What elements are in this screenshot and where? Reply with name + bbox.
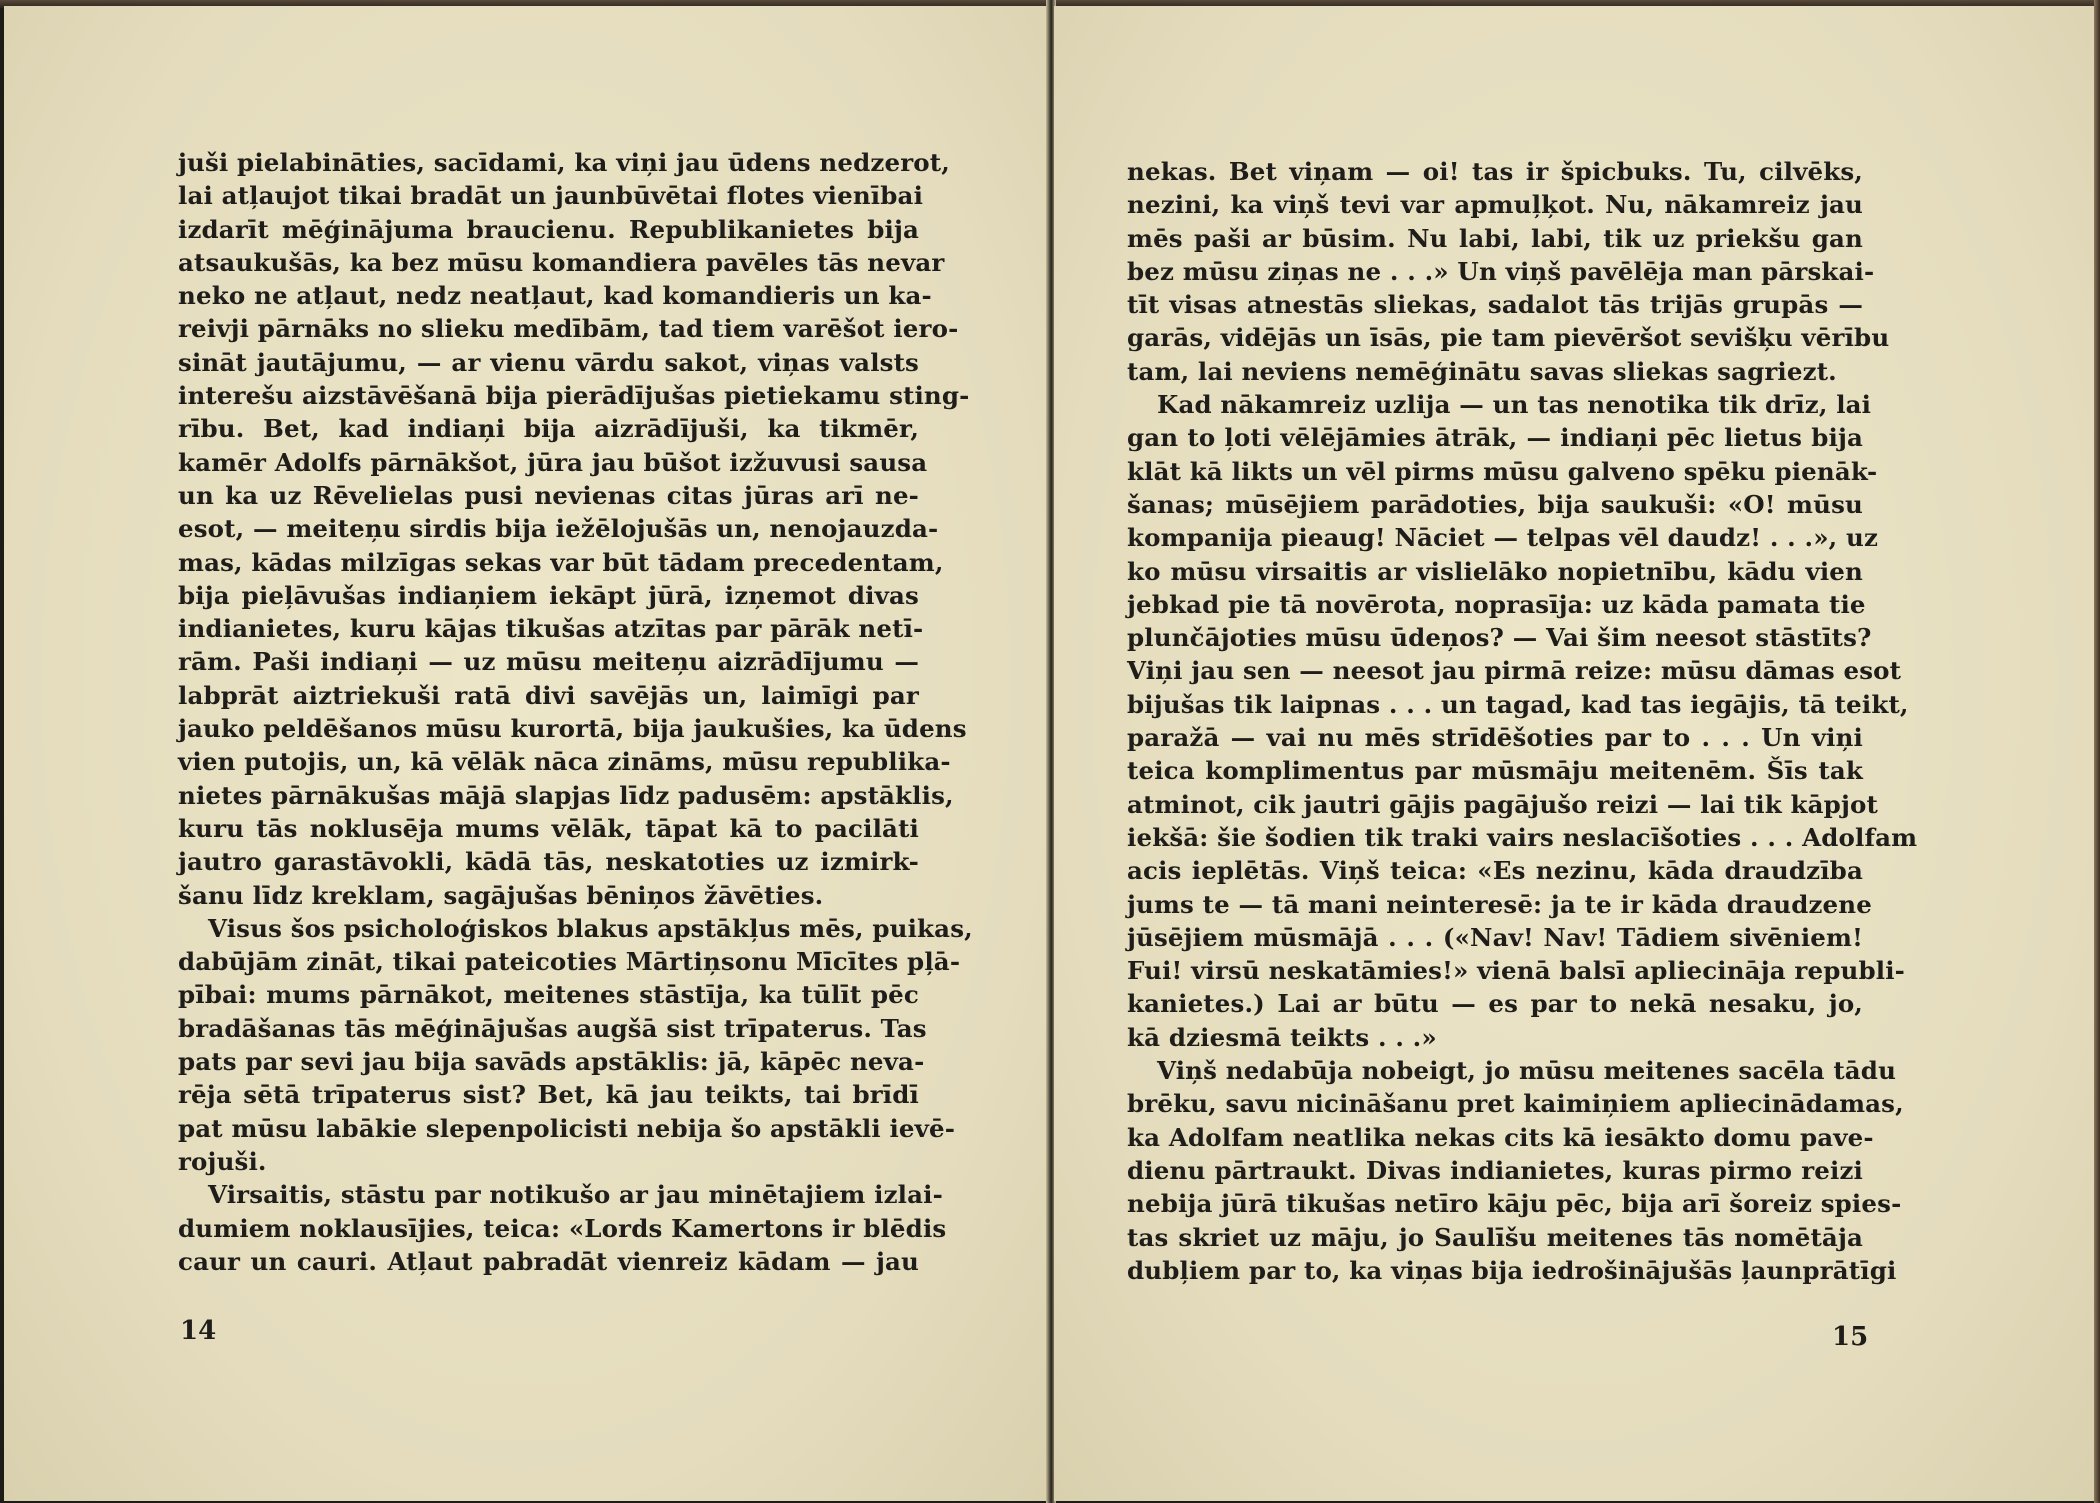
text-line: izdarīt mēģinājuma braucienu. Republikanietes bija: [178, 214, 919, 244]
text-line: Viņi jau sen — neesot jau pirmā reize: mūsu dāmas esot: [1127, 656, 1902, 686]
text-line: caur un cauri. Atļaut pabradāt vienreiz kādam — jau: [178, 1246, 919, 1276]
left-page-text: [178, 146, 973, 1278]
text-line: kanietes.) Lai ar būtu — es par to nekā nesaku, jo,: [1127, 989, 1863, 1019]
text-line: tam, lai neviens nemēģinātu savas sliekas sagriezt.: [1127, 356, 1837, 386]
text-line: rām. Paši indiaņi — uz mūsu meiteņu aizrādījumu —: [178, 647, 919, 677]
text-line: bijušas tik laipnas . . . un tagad, kad tas iegājis, tā teikt,: [1127, 689, 1909, 719]
text-line: garās, vidējās un īsās, pie tam pievēršot sevišķu vērību: [1127, 323, 1890, 353]
text-line: Viņš nedabūja nobeigt, jo mūsu meitenes sacēla tādu: [1157, 1056, 1897, 1086]
text-line: lai atļaujot tikai bradāt un jaunbūvētai flotes vienībai: [178, 181, 924, 211]
text-line: dabūjām zināt, tikai pateicoties Mārtiņsonu Mīcītes pļā-: [178, 947, 961, 977]
text-line: ka Adolfam neatlika nekas cits kā iesākto domu pave-: [1127, 1122, 1874, 1152]
text-line: gan to ļoti vēlējāmies ātrāk, — indiaņi pēc lietus bija: [1127, 423, 1863, 453]
text-line: jūsējiem mūsmājā . . . («Nav! Nav! Tādiem sivēniem!: [1127, 922, 1863, 952]
text-line: jautro garastāvokli, kādā tās, neskatoties uz izmirk-: [178, 847, 919, 877]
text-line: jebkad pie tā novērota, noprasīja: uz kāda pamata tie: [1127, 589, 1866, 619]
text-line: teica komplimentus par mūsmāju meitenēm. Šīs tak: [1127, 756, 1863, 786]
text-line: vien putojis, un, kā vēlāk nāca zināms, mūsu republika-: [178, 747, 951, 777]
text-line: labprāt aiztriekuši ratā divi savējās un, laimīgi par: [178, 680, 919, 710]
text-line: dumiem noklausījies, teica: «Lords Kamertons ir blēdis: [178, 1213, 947, 1243]
text-line: kamēr Adolfs pārnākšot, jūra jau būšot izžuvusi sausa: [178, 447, 928, 477]
text-line: pats par sevi jau bija savāds apstāklis: jā, kāpēc neva-: [178, 1047, 925, 1077]
text-line: šanas; mūsējiem parādoties, bija saukuši: «O! mūsu: [1127, 489, 1863, 519]
right-page-number: 15: [1832, 1322, 1869, 1352]
left-page-number: 14: [180, 1316, 217, 1346]
text-line: atminot, cik jautri gājis pagājušo reizi — lai tik kāpjot: [1127, 789, 1878, 819]
text-line: jums te — tā mani neinteresē: ja te ir kāda draudzene: [1127, 889, 1872, 919]
text-line: nietes pārnākušas mājā slapjas līdz padusēm: apstāklis,: [178, 780, 954, 810]
text-line: mēs paši ar būsim. Nu labi, labi, tik uz priekšu gan: [1127, 223, 1863, 253]
text-line: juši pielabināties, sacīdami, ka viņi jau ūdens nedzerot,: [178, 148, 950, 177]
text-line: šanu līdz kreklam, sagājušas bēniņos žāvēties.: [178, 880, 824, 910]
text-line: pat mūsu labākie slepenpolicisti nebija šo apstākli ievē-: [178, 1113, 956, 1143]
text-line: indianietes, kuru kājas tikušas atzītas par pārāk netī-: [178, 614, 924, 644]
text-line: nekas. Bet viņam — oi! tas ir špicbuks. Tu, cilvēks,: [1127, 157, 1863, 186]
text-line: klāt kā likts un vēl pirms mūsu galveno spēku pienāk-: [1127, 456, 1878, 486]
text-line: Virsaitis, stāstu par notikušo ar jau minētajiem izlai-: [208, 1180, 943, 1210]
text-line: pībai: mums pārnākot, meitenes stāstīja, ka tūlīt pēc: [178, 980, 919, 1010]
text-line: esot, — meiteņu sirdis bija iežēlojušās un, nenojauzda-: [178, 514, 939, 544]
text-line: Fui! virsū neskatāmies!» vienā balsī apliecināja republi-: [1127, 956, 1905, 986]
text-line: kompanija pieaug! Nāciet — telpas vēl daudz! . . .», uz: [1127, 523, 1879, 553]
text-line: acis ieplētās. Viņš teica: «Es nezinu, kāda draudzība: [1127, 856, 1863, 886]
text-line: plunčājoties mūsu ūdeņos? — Vai šim neesot stāstīts?: [1127, 623, 1872, 653]
text-line: nezini, ka viņš tevi var apmuļķot. Nu, nākamreiz jau: [1127, 190, 1863, 220]
text-line: dienu pārtraukt. Divas indianietes, kuras pirmo reizi: [1127, 1155, 1863, 1185]
text-line: nebija jūrā tikušas netīro kāju pēc, bija arī šoreiz spies-: [1127, 1189, 1902, 1219]
text-line: rēja sētā trīpaterus sist? Bet, kā jau teikts, tai brīdī: [178, 1080, 919, 1110]
text-line: brēku, savu nicināšanu pret kaimiņiem apliecinādamas,: [1127, 1089, 1904, 1119]
text-line: un ka uz Rēvelielas pusi nevienas citas jūras arī ne-: [178, 480, 919, 510]
text-line: sināt jautājumu, — ar vienu vārdu sakot, viņas valsts: [178, 347, 919, 377]
text-line: iekšā: šie šodien tik traki vairs neslacīšoties . . . Adolfam: [1127, 822, 1918, 852]
text-line: bija pieļāvušas indiaņiem iekāpt jūrā, izņemot divas: [178, 580, 919, 610]
text-line: atsaukušās, ka bez mūsu komandiera pavēles tās nevar: [178, 247, 945, 277]
text-line: rību. Bet, kad indiaņi bija aizrādījuši, ka tikmēr,: [178, 414, 919, 444]
text-line: Kad nākamreiz uzlija — un tas nenotika tik drīz, lai: [1157, 390, 1872, 420]
text-line: jauko peldēšanos mūsu kurortā, bija jaukušies, ka ūdens: [178, 714, 967, 744]
text-line: kā dziesmā teikts . . .»: [1127, 1022, 1437, 1052]
text-line: tas skriet uz māju, jo Saulīšu meitenes tās nomētāja: [1127, 1222, 1863, 1252]
text-line: reivji pārnāks no slieku medībām, tad tiem varēšot iero-: [178, 314, 959, 344]
text-line: tīt visas atnestās sliekas, sadalot tās trijās grupās —: [1127, 290, 1863, 320]
text-line: dubļiem par to, ka viņas bija iedrošinājušās ļaunprātīgi: [1127, 1255, 1897, 1285]
book-right-edge: [2094, 0, 2100, 1503]
text-line: neko ne atļaut, nedz neatļaut, kad komandieris un ka-: [178, 281, 932, 311]
text-line: ko mūsu virsaitis ar vislielāko nopietnību, kādu vien: [1127, 556, 1863, 586]
text-line: mas, kādas milzīgas sekas var būt tādam precedentam,: [178, 547, 944, 577]
text-line: rojuši.: [178, 1146, 267, 1176]
text-line: Visus šos psicholoģiskos blakus apstākļus mēs, puikas,: [208, 913, 973, 943]
text-line: interešu aizstāvēšanā bija pierādījušas pietiekamu sting-: [178, 381, 970, 411]
right-page-text: [1127, 155, 1918, 1287]
text-line: kuru tās noklusēja mums vēlāk, tāpat kā to pacilāti: [178, 813, 919, 843]
text-line: bradāšanas tās mēģinājušas augšā sist trīpaterus. Tas: [178, 1013, 927, 1043]
text-line: bez mūsu ziņas ne . . .» Un viņš pavēlēja man pārskai-: [1127, 256, 1875, 286]
text-line: paražā — vai nu mēs strīdēšoties par to . . . Un viņi: [1127, 723, 1863, 753]
